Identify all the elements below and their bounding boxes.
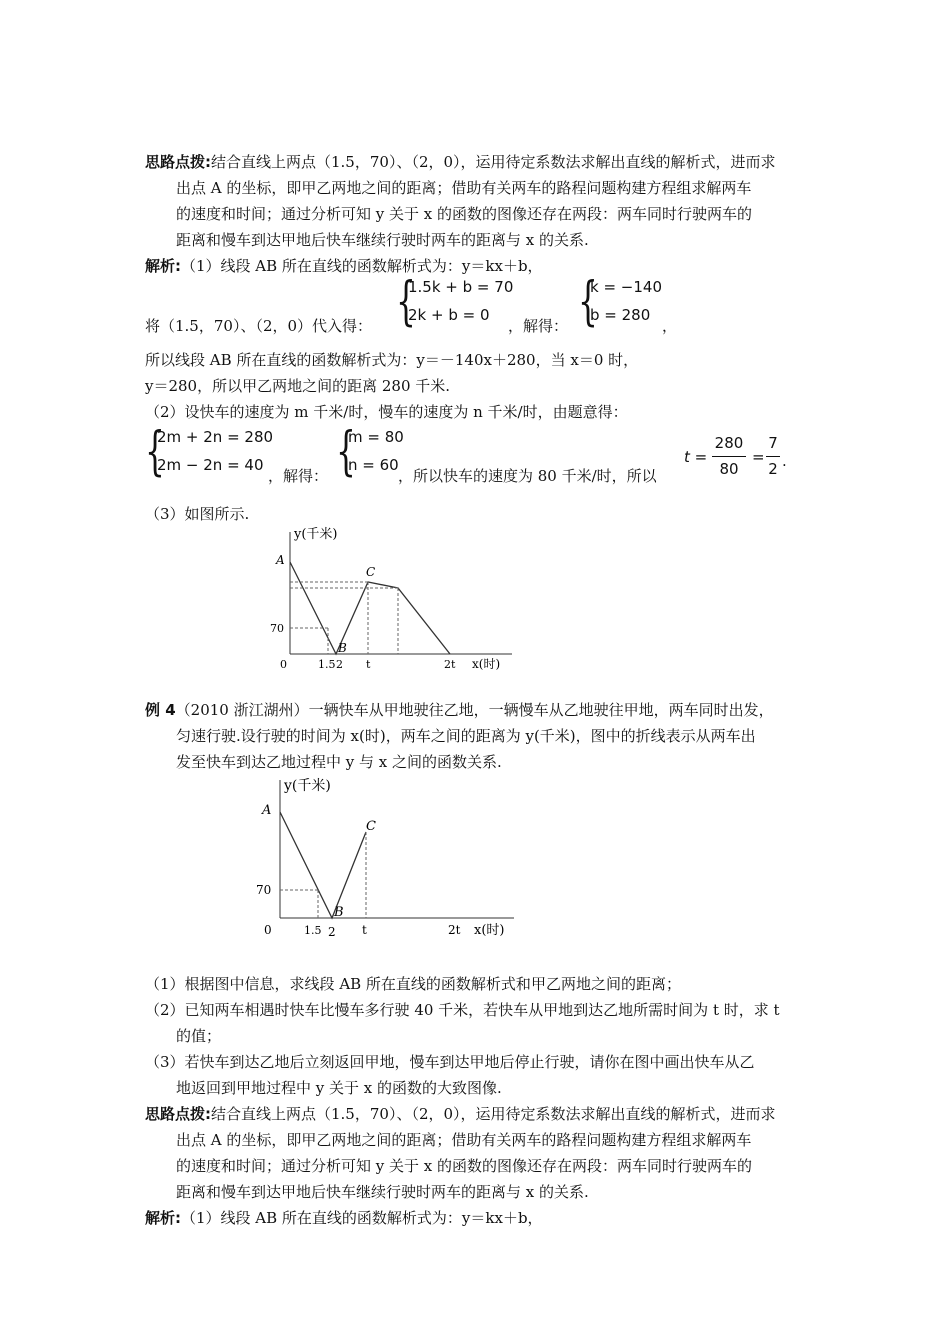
- graph-1-y70: 70: [270, 622, 284, 635]
- graph-2-x-label: x(时): [474, 923, 505, 938]
- hint-2-line-2: 出点 A 的坐标，即甲乙两地之间的距离；借助有关两车的路程问题构建方程组求解两车: [176, 1131, 752, 1149]
- svg-text:2t: 2t: [448, 923, 461, 937]
- hint-1-line-3: 的速度和时间；通过分析可知 y 关于 x 的函数的图像还存在两段：两车同时行驶两车的: [176, 205, 753, 223]
- hint-2-line-3: 的速度和时间；通过分析可知 y 关于 x 的函数的图像还存在两段：两车同时行驶两车的: [176, 1157, 753, 1175]
- svg-text:1.5: 1.5: [304, 924, 322, 937]
- svg-text:2: 2: [328, 925, 336, 939]
- graph-1-point-a: A: [276, 553, 285, 567]
- hint-2-label: 思路点拨:: [145, 1105, 211, 1123]
- graph-1: [268, 524, 518, 674]
- solve-text-2: ，解得：: [268, 467, 329, 485]
- hint-1-line-4: 距离和慢车到达甲地后快车继续行驶时两车的距离与 x 的关系.: [176, 231, 589, 249]
- graph-1-point-c: C: [366, 565, 376, 579]
- graph-1-y-label: y(千米): [294, 527, 338, 542]
- solution-1-part-3: （3）如图所示.: [145, 505, 250, 523]
- solution-1-label: 解析:: [145, 257, 181, 275]
- question-3-line-2: 地返回到甲地过程中 y 关于 x 的函数的大致图像.: [176, 1079, 502, 1097]
- solution-2-line-1: 解析:（1）线段 AB 所在直线的函数解析式为：y＝kx＋b，: [145, 1209, 543, 1227]
- speed-conclusion: ，所以快车的速度为 80 千米/时，所以: [398, 467, 657, 485]
- graph-2-polyline: [280, 812, 366, 918]
- hint-1-label: 思路点拨:: [145, 153, 211, 171]
- graph-2: [250, 772, 520, 942]
- graph-2-point-a: A: [262, 803, 272, 818]
- example-4-line-3: 发至快车到达乙地过程中 y 与 x 之间的函数关系.: [176, 753, 502, 771]
- graph-1-x-label: x(时): [472, 657, 501, 671]
- equation-system-a: { 1.5k + b = 70 2k + b = 0: [396, 272, 514, 332]
- example-4-label: 例 4: [145, 701, 176, 719]
- solve-text-1: ，解得：: [508, 317, 569, 335]
- svg-text:2t: 2t: [444, 658, 456, 671]
- equation-system-b: { k = −140 b = 280: [578, 272, 662, 332]
- question-2-line-2: 的值；: [176, 1027, 222, 1045]
- hint-2-line-4: 距离和慢车到达甲地后快车继续行驶时两车的距离与 x 的关系.: [176, 1183, 589, 1201]
- equation-system-c: { 2m + 2n = 280 2m − 2n = 40: [145, 422, 274, 482]
- graph-2-point-b: B: [334, 905, 344, 920]
- example-4-line-2: 匀速行驶.设行驶的时间为 x(时)，两车之间的距离为 y(千米)，图中的折线表示从两车出: [176, 727, 756, 745]
- solution-2-label: 解析:: [145, 1209, 181, 1227]
- svg-text:0: 0: [264, 923, 272, 937]
- question-1: （1）根据图中信息，求线段 AB 所在直线的函数解析式和甲乙两地之间的距离；: [145, 975, 681, 993]
- solution-1-line-5: （2）设快车的速度为 m 千米/时，慢车的速度为 n 千米/时，由题意得：: [145, 403, 628, 421]
- svg-text:t: t: [366, 658, 371, 671]
- graph-2-y70: 70: [256, 883, 272, 897]
- example-4-line-1: 例 4（2010 浙江湖州）一辆快车从甲地驶往乙地，一辆慢车从乙地驶往甲地，两车同时出发，: [145, 701, 774, 719]
- comma-1: ，: [662, 317, 678, 335]
- graph-2-y-label: y(千米): [284, 778, 331, 794]
- hint-1-line-2: 出点 A 的坐标，即甲乙两地之间的距离；借助有关两车的路程问题构建方程组求解两车: [176, 179, 752, 197]
- solution-1-line-4: y＝280，所以甲乙两地之间的距离 280 千米.: [145, 377, 451, 395]
- substitute-text: 将（1.5，70）、（2，0）代入得：: [145, 317, 373, 335]
- solution-1-line-1: 解析:（1）线段 AB 所在直线的函数解析式为：y＝kx＋b，: [145, 257, 543, 275]
- solution-1-line-3: 所以线段 AB 所在直线的函数解析式为：y＝－140x＋280，当 x＝0 时，: [145, 351, 639, 369]
- hint-1-line-1: 思路点拨:结合直线上两点（1.5，70）、（2，0），运用待定系数法求解出直线的解析式，进而求: [145, 153, 776, 171]
- graph-2-point-c: C: [366, 819, 376, 834]
- graph-1-point-b: B: [338, 641, 347, 655]
- svg-text:2: 2: [336, 658, 343, 671]
- t-fraction-formula: t = 280 80 = 7 2 .: [684, 434, 787, 478]
- question-2-line-1: （2）已知两车相遇时快车比慢车多行驶 40 千米，若快车从甲地到达乙地所需时间为 t 时，求 t: [145, 1001, 780, 1019]
- question-3-line-1: （3）若快车到达乙地后立刻返回甲地，慢车到达甲地后停止行驶，请你在图中画出快车从乙: [145, 1053, 755, 1071]
- equation-system-d: { m = 80 n = 60: [336, 422, 404, 482]
- svg-text:1.5: 1.5: [318, 658, 336, 671]
- svg-text:0: 0: [280, 658, 287, 671]
- svg-text:t: t: [362, 923, 367, 937]
- hint-2-line-1: 思路点拨:结合直线上两点（1.5，70）、（2，0），运用待定系数法求解出直线的解析式，进而求: [145, 1105, 776, 1123]
